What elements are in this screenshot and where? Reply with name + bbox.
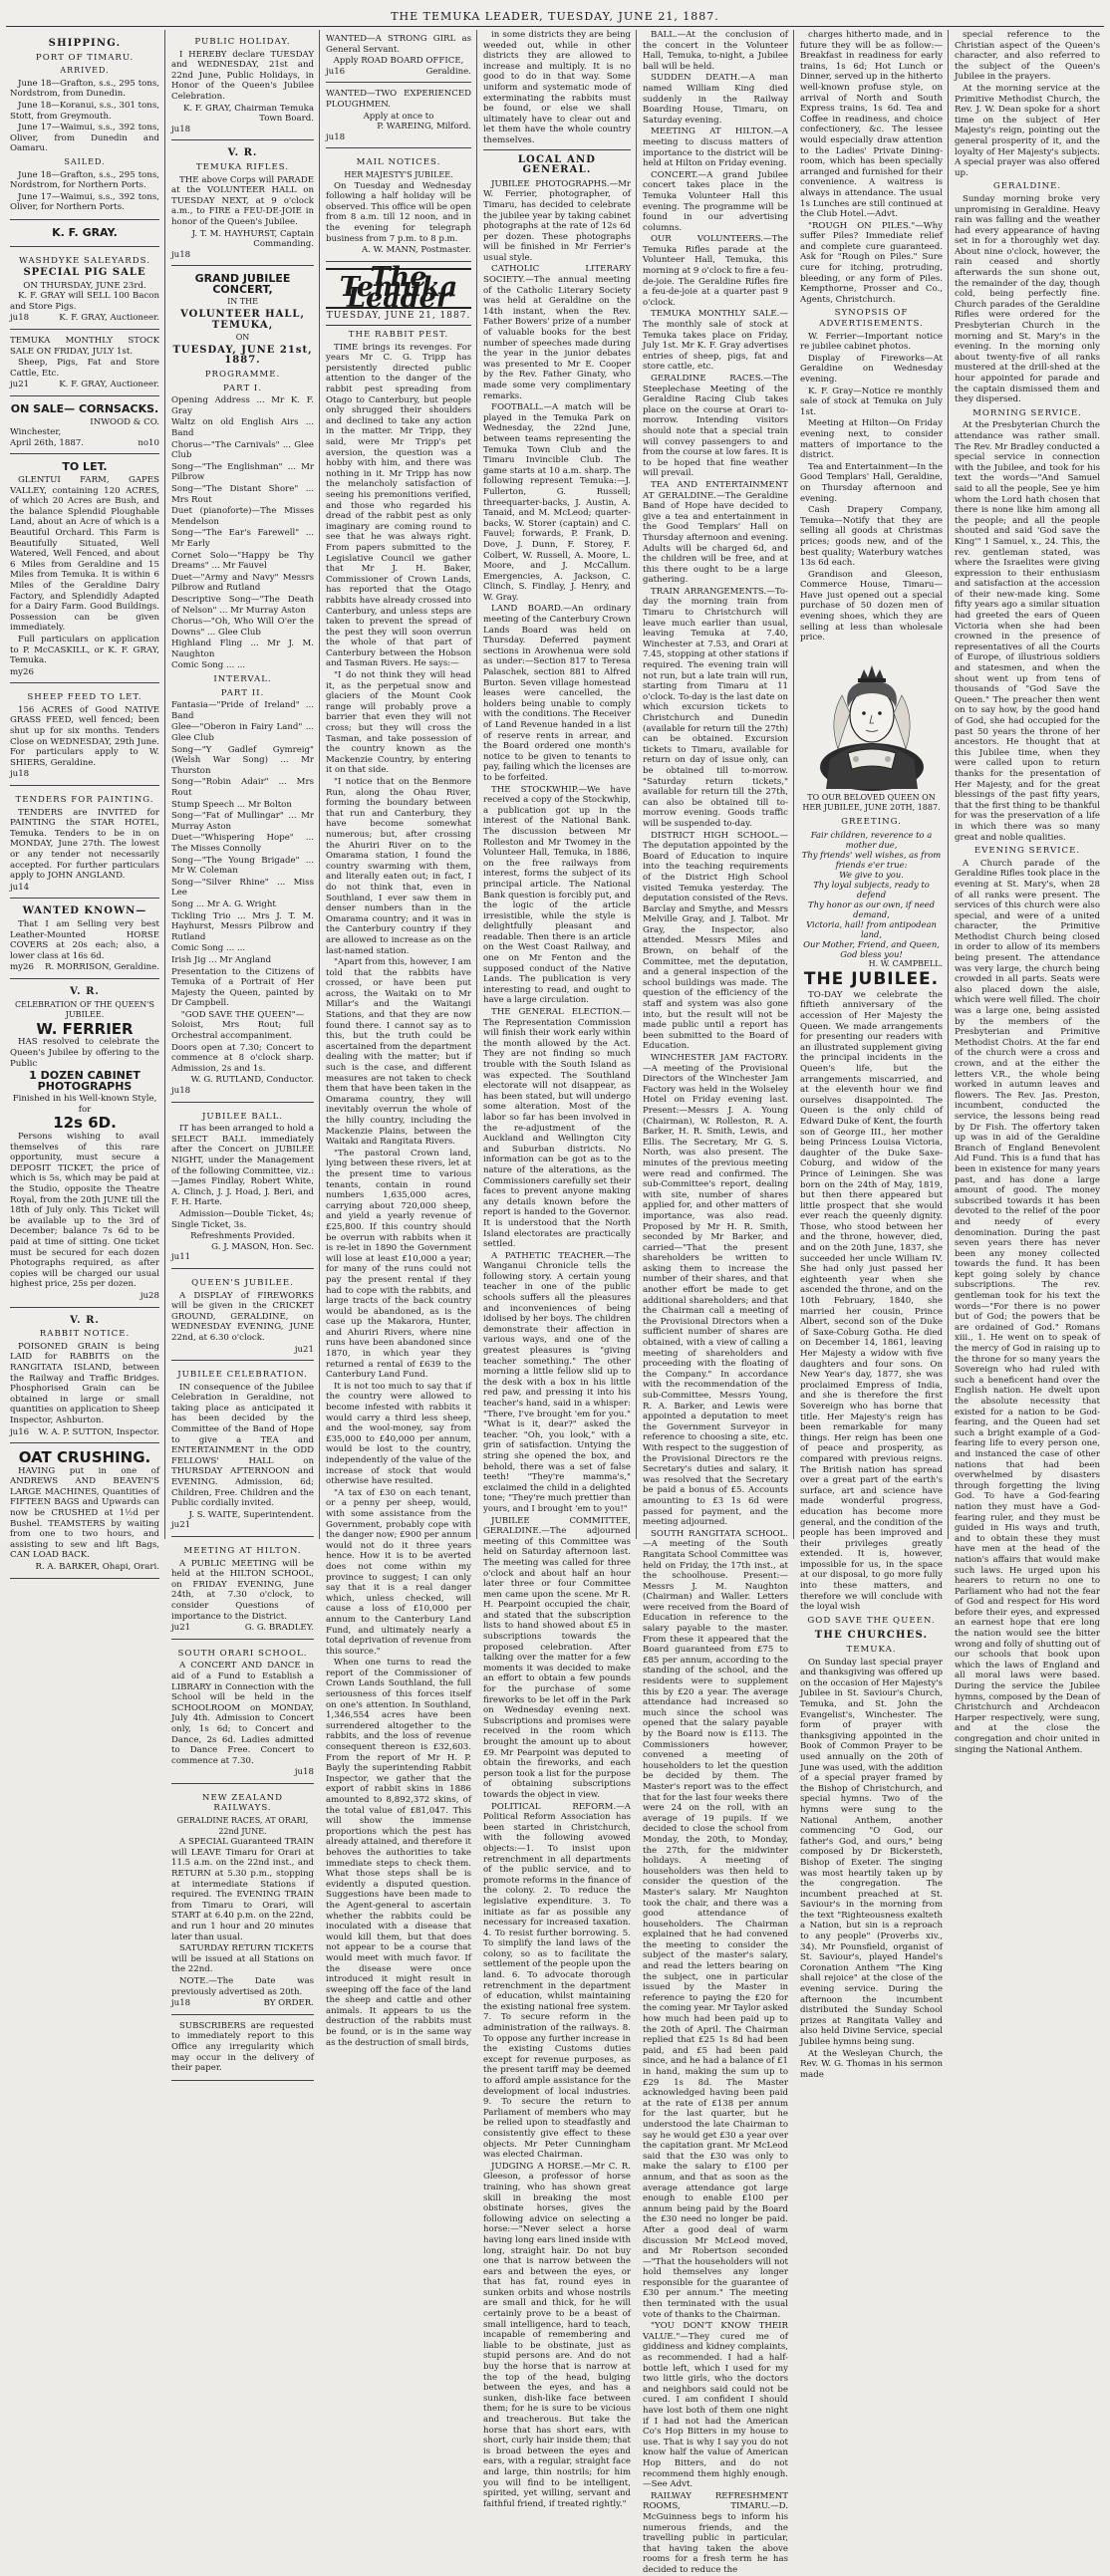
hilton-sign: G. G. BRADLEY. xyxy=(244,1623,314,1634)
rabbit-notice-sign: W. A. P. SUTTON, Inspector. xyxy=(38,1426,159,1437)
railways-body: A SPECIAL Guaranteed TRAIN will LEAVE Timaru for Orari at 11.5 a.m. on the 22nd inst., and RETURN at 5.30 p.m., stopping at intermediate Stations if required. The EVENING TRAIN from Timaru to Orari, will START at 6.40 p.m. on the 22nd, and run 1 hour and 20 minutes later than usual. xyxy=(171,1837,314,1942)
article-paragraph: "Apart from this, however, I am told that the rabbits have crossed, or have been put across, the Waitaki on to Mr Millar's and the Waitangi Stations, and that they are now found there. I cannot say as to this, but the truth could be ascertained from the department dealing with the matter; but if such is the case, and different measures are not taken to check them that have been taken in the Omarama country, they will inevitably overrun the whole of the hilly country, including the Mackenzie Plains, between the Waitaki and Rangitata Rivers. xyxy=(326,957,471,1148)
poem-sign: H. W. CAMPBELL. xyxy=(868,958,943,968)
synopsis-item: Cash Drapery Company, Temuka—Notify that they are selling all goods at Christmas prices; goods new, and of the best quality; Waterbury watches 13s 6d each. xyxy=(800,505,943,569)
news-item: "YOU DON'T KNOW THEIR VALUE."—They cured me of giddiness and kidney complaints, as recommended. I had a half-bottle left, which I used for my two little girls, who the doctors and neighbors said could not be cured. I am confident I should have lost both of them one night if I had not had the American Co's Hop Bitters in my house to use. That is why I say you do not know half the value of American Hop Bitters, and do not recommend them highly enough.—See Advt. xyxy=(643,2321,788,2490)
doors-line: Doors open at 7.30; Concert to commence at 8 o'clock sharp. Admission, 2s and 1s. xyxy=(171,1042,314,1074)
mail-notices-ad xyxy=(326,150,471,261)
ferrier-body-2: Persons wishing to avail themselves of this rare opportunity, must secure a DEPOSIT TICKET, the price of which is 5s, which may be paid at the Studio, opposite the Theatre Royal, from the 20th JUNE till the 18th of July only. This Ticket will be available up to the 3rd of December; balance 7s 6d to be paid at time of sitting. One ticket must be secured for each dozen Photographs required, as after copies will be charged our usual highest price, 25s per dozen. xyxy=(10,1132,159,1290)
wanted-ploughmen-ad xyxy=(326,85,471,148)
news-item: FOOTBALL.—A match will be played in the Temuka Park on Wednesday, the 22nd June, between teams representing the Temuka Town Club and the Timaru Invincible Club. The game starts at 10 a.m. sharp. The following represent Temuka:—J. Fullerton, G. Russell; threequarter-backs, J. Austin, A. Tanaid, and M. McLeod; quarter-backs, W. Storer (captain) and C. Fauvel; forwards, P. Frank, D. Dove, J. Dunn, F. Storey, F. Colbert, W. Russell, A. Moore, L. Moore, and J. McCallum. Emergencies, A. Jackson, C. Clinch, S. Findlay, J. Henry, and W. Gray. xyxy=(483,402,631,603)
onsale-place: Winchester, xyxy=(10,427,62,438)
ad-code: ju18 xyxy=(171,1086,191,1097)
ferrier-finish: Finished in his Well-known Style, for xyxy=(12,1094,157,1115)
programme-item: Comic Song ... ... xyxy=(171,943,246,954)
railways-note: NOTE.—The Date was previously advertised as 20th. xyxy=(171,1975,314,1997)
ferrier-offer: 1 DOZEN CABINET PHOTOGRAPHS xyxy=(29,1069,140,1093)
south-orari-title: SOUTH ORARI SCHOOL. xyxy=(177,1648,308,1659)
ad-code: ju21 xyxy=(171,1623,191,1634)
ball-admission: Admission—Double Ticket, 4s; Single Ticket, 3s. xyxy=(171,1208,314,1230)
hilton-ad xyxy=(171,1539,314,1640)
programme-item: Song—"The Young Brigade" ... Mr W. Coleman xyxy=(171,855,314,877)
ad-code: ju21 xyxy=(171,1520,191,1531)
synopsis-item: W. Ferrier—Important notice re jubilee cabinet photos. xyxy=(800,331,943,353)
ad-code: ju21 xyxy=(294,1344,314,1355)
god-save-line: "GOD SAVE THE QUEEN"— xyxy=(180,1009,305,1020)
soloist-line: Soloist, Mrs Rout; full Orchestral accompaniment. xyxy=(171,1020,314,1042)
holiday-title: PUBLIC HOLIDAY. xyxy=(194,37,291,47)
programme-item: Tickling Trio ... Mrs J. T. M. Hayhurst, Messrs Pilbrow and Rutland xyxy=(171,910,314,942)
tenders-title: TENDERS FOR PAINTING. xyxy=(15,795,154,806)
tolet-title: TO LET. xyxy=(62,460,108,474)
stock-sale-sign: K. F. GRAY, Auctioneer. xyxy=(59,380,159,390)
tolet-apply: Full particulars on application to P. McCASKILL, or K. F. GRAY, Temuka. xyxy=(10,634,159,666)
wanted-ploughmen-sign: P. WAREING, Milford. xyxy=(377,122,471,132)
wanted-sign: R. MORRISON, Geraldine. xyxy=(44,962,159,973)
article-paragraph: When one turns to read the report of the Commissioner of Crown Lands Southland, the full seriousness of this forces itself on one's attention. In Southland, 1,346,554 acres have been surrendered altogether to the rabbits, and the loss of revenue consequent thereon is £32,603. From the report of Mr H. P. Bayly the superintending Rabbit Inspector, we gather that the export of rabbit skins in 1886 amounted to 8,892,372 skins, of the total value of £81,047. This will show the immense proportions which the pest has already attained, and therefore it behoves the authorities to take immediate steps to check them. What those steps shall be is evidently a disputed question. Suggestions have been made to the Agent-general to ascertain whether the rabbits could be inoculated with a disease that would kill them, but that does not appear to be a course that would meet with much favor. If the disease were once introduced it might result in sweeping off the face of the land the sheep and cattle and other animals. It appears to us the destruction of the rabbits must be found, or is in the same way as the destruction of small birds, xyxy=(326,1658,471,2048)
ferrier-body-1: HAS resolved to celebrate the Queen's Jubilee by offering to the Public xyxy=(10,1037,159,1069)
synopsis-item: Grandison and Gleeson, Commerce House, Timaru—Have just opened out a special purchase of 50 dozen men of evening shoes, which they are selling at less than wholesale price. xyxy=(800,569,943,644)
geraldine-title: GERALDINE. xyxy=(992,181,1062,192)
poem-line: We give to you. xyxy=(839,869,904,880)
programme-item: Song—"Robin Adair" ... Mrs Rout xyxy=(171,777,314,798)
subscribers-body: SUBSCRIBERS are requested to immediately report to this Office any irregularity which may occur in the delivery of their paper. xyxy=(171,2020,314,2074)
pig-sale-body: K. F. GRAY will SELL 100 Bacon and Store Pigs. xyxy=(10,291,159,312)
column-divider xyxy=(793,30,794,1539)
column-1 xyxy=(6,30,163,1573)
programme-item: Duet—"Whispering Hope" ... The Misses Connolly xyxy=(171,833,314,854)
column-divider xyxy=(476,30,477,1539)
mail-body: On Tuesday and Wednesday following a half holiday will be observed. This office will be open from 8 a.m. till 12 noon, and in the evening for telegraph business from 7 p.m. to 8 p.m. xyxy=(326,180,471,244)
greeting-poem xyxy=(800,830,943,959)
article-title: THE RABBIT PEST. xyxy=(348,330,449,341)
column-5 xyxy=(639,30,792,2575)
morning-service-title: MORNING SERVICE. xyxy=(972,407,1082,418)
wanted-girl-title: WANTED—A STRONG GIRL as General Servant. xyxy=(326,34,471,55)
column-2 xyxy=(167,30,318,2074)
synopsis-item: Meeting at Hilton—On Friday evening next, to consider matters of importance to the district. xyxy=(800,418,943,461)
poem-line: Thy honor as our own, if need demand, xyxy=(807,899,935,919)
sheepfeed-title: SHEEP FEED TO LET. xyxy=(27,692,142,703)
ad-code: ju18 xyxy=(10,769,30,780)
sailed-label: SAILED. xyxy=(64,156,106,166)
holiday-body: I HEREBY declare TUESDAY and WEDNESDAY, 21st and 22nd June, Public Holidays, in Honor of the Queen's Jubilee Celebration. xyxy=(171,49,314,102)
dateline: TUESDAY, JUNE 21, 1887. xyxy=(326,311,471,326)
ad-code: no10 xyxy=(138,437,159,448)
concert-on: ON xyxy=(235,333,250,343)
ad-code: ju18 xyxy=(171,1998,191,2009)
rifles-body: THE above Corps will PARADE at the VOLUNTEER HALL on TUESDAY NEXT, at 9 o'clock a.m., to FIRE a FEU-DE-JOIE in honor of the Queen's Jubilee. xyxy=(171,174,314,227)
sheepfeed-ad xyxy=(10,685,159,786)
programme-item: Song—"Y Gadlef Gymreig" (Welsh War Song) ... Mr Thurston xyxy=(171,744,314,776)
news-item: RAILWAY REFRESHMENT ROOMS, TIMARU.—D. McGuinness begs to inform his numerous friends, and the travelling public in particular, that having taken the above rooms for a fresh term he has decided to reduce the xyxy=(643,2490,788,2575)
railways-ad xyxy=(171,1786,314,2015)
masthead: The Temuka Leader xyxy=(326,268,471,310)
ad-code: ju11 xyxy=(171,1252,191,1263)
programme-item: Stump Speech ... Mr Bolton xyxy=(171,799,292,810)
news-item: TEMUKA MONTHLY SALE.—The monthly sale of stock at Temuka takes place on Friday, July 1st. Mr K. F. Gray advertises entries of sheep, pigs, fat and store cattle, etc. xyxy=(643,309,788,373)
running-head: THE TEMUKA LEADER, TUESDAY, JUNE 21, 1887. xyxy=(391,10,719,23)
tenders-body: TENDERS are INVITED for PAINTING the STAR HOTEL, Temuka. Tenders to be in on MONDAY, June 27th. The lowest or any tender not necessarily accepted. For further particulars apply to JOHN ANGLAND. xyxy=(10,807,159,882)
evening-service-title: EVENING SERVICE. xyxy=(973,846,1081,857)
ball-title: JUBILEE BALL. xyxy=(201,1111,284,1122)
column-7 xyxy=(951,30,1104,1755)
programme-item: Song—"The Englishman" ... Mr Pilbrow xyxy=(171,461,314,483)
railways-saturday: SATURDAY RETURN TICKETS will be issued at all Stations on the 22nd. xyxy=(171,1943,314,1975)
tenders-ad xyxy=(10,788,159,899)
washdyke-title: WASHDYKE SALEYARDS. xyxy=(19,255,150,266)
ad-code: my26 xyxy=(10,962,34,973)
news-item: special reference to the Christian aspect of the Queen's character, and also referred to the subject of the Queen's Jubilee in the prayers. xyxy=(955,30,1100,83)
column-divider xyxy=(948,30,949,1539)
article-paragraph: "I do not think they will head it, as the perpetual snow and glaciers of the Mount Cook range will probably prove a barrier that even they will not cross; but they will cross the Tasman, and take possession of the country known as the Mackenzie Country, by entering it on that side. xyxy=(326,670,471,776)
programme-item: Song ... Mr A. G. Wright xyxy=(171,899,276,909)
queen-portrait-illustration xyxy=(808,649,936,789)
news-item: JUBILEE PHOTOGRAPHS.—Mr W. Ferrier, photographer, of Timaru, has decided to celebrate the jubilee year by taking cabinet photographs at the rate of 12s 6d per dozen. These photographs will be finished in Mr Ferrier's usual style. xyxy=(483,178,631,263)
pig-sale-ad xyxy=(10,249,159,331)
poem-line: God bless you! xyxy=(840,948,903,959)
programme-item: Song—"The Ear's Farewell" ... Mr Early xyxy=(171,528,314,549)
ad-code: ju18 xyxy=(171,249,191,260)
jubilee-celebration-ad xyxy=(171,1363,314,1537)
holiday-ad xyxy=(171,30,314,140)
top-rule xyxy=(6,26,1104,27)
ad-code: ju18 xyxy=(294,1767,314,1778)
column-3 xyxy=(322,30,475,2048)
ferrier-price: 12s 6D. xyxy=(53,1114,117,1133)
rifles-title: TEMUKA RIFLES. xyxy=(195,161,290,172)
column-6 xyxy=(796,30,947,2080)
programme-item: Chorus—"Oh, Who Will O'er the Downs" ... Glee Club xyxy=(171,617,314,638)
poem-line: Thy loyal subjects, ready to defend xyxy=(813,879,930,900)
mail-title: MAIL NOTICES. xyxy=(356,157,441,168)
programme-item: Song—"Fat of Mullingar" ... Mr Murray Aston xyxy=(171,811,314,832)
ball-refresh: Refreshments Provided. xyxy=(190,1231,295,1242)
news-item: SUDDEN DEATH.—A man named William King died suddenly in the Railway Boarding House, Timaru, on Saturday evening. xyxy=(643,73,788,126)
jubilee-paragraph: TO-DAY we celebrate the fiftieth anniversary of the accession of Her Majesty the Queen. We made arrangements for presenting our readers with an illustrated supplement giving the principal incidents in the Queen's life, but the arrangements miscarried, and at the eleventh hour we find ourselves disappointed. The Queen is the only child of Edward Duke of Kent, the fourth son of George III., her mother being Princess Louisa Victoria, daughter of the Duke Saxe-Coburg, and widow of the Prince of Leiningen. She was born on the 24th of May, 1819, but then there appeared but little prospect that she would ever reach the queenly dignity. Those, who stood between her and the throne, however, died, and on the 20th June, 1837, she succeeded her uncle William IV. She had only just passed her eighteenth year when she ascended the throne, and on the 10th February, 1840, she married her cousin, Prince Albert, second son of the Duke of Saxe-Coburg Gotha. He died on December 14, 1861, leaving Her Majesty a widow with five daughters and four sons. On New Year's day, 1877, she was proclaimed Empress of India, and she is therefore the first Sovereign who has borne that title. Her Majesty's reign has been remarkable for many things. Her reign has been one of peace and prosperity, as compared with previous reigns. The British nation has spread over a great part of the earth's surface, art and science have made wonderful progress, education has become more general, and the condition of the people has been improved and their privileges greatly extended. It is, however, impossible for us, in the space at our disposal, to go more fully into these matters, and therefore we will conclude with the loyal wish xyxy=(800,989,943,1613)
cornsacks-ad xyxy=(10,398,159,454)
mail-subtitle: HER MAJESTY'S JUBILEE. xyxy=(344,169,453,179)
south-orari-body: A CONCERT AND DANCE in aid of a Fund to Establish a LIBRARY in Connection with the School will be held in the SCHOOLROOM on MONDAY, July 4th. Admission to Concert only, 1s 6d; to Concert and Dance, 2s 6d. Ladies admitted to Dance Free. Concert to commence at 7.30. xyxy=(171,1661,314,1766)
news-item: CONCERT.—A grand Jubilee concert takes place in the Temuka Volunteer Hall this evening. The programme will be found in our advertising columns. xyxy=(643,169,788,233)
hilton-title: MEETING AT HILTON. xyxy=(183,1546,302,1556)
poem-line: Victoria, hail! from antipodean land, xyxy=(806,918,937,939)
part-2-title: PART II. xyxy=(220,687,265,698)
wanted-title: WANTED KNOWN— xyxy=(22,905,147,917)
news-item: THE STOCKWHIP.—We have received a copy of the Stockwhip, a publication got up in the interest of the National Bank. The discussion between Mr Rolleston and Mr Twomey in the Volunteer Hall, Temuka, in 1886, on the free railways from interest, forms the subject of its principal article. The National Bank question is forcibly put, and the logic of the article irresistible, while the style is delightfully pleasant and readable. Then there is an article on the West Coast Railway, and one on Mr Fenton and the supposed conduct of the Native Lands. The publication is very interesting to read, and ought to have a large circulation. xyxy=(483,784,631,1006)
wanted-girl-place: Geraldine. xyxy=(425,66,471,77)
news-item: MEETING AT HILTON.—A meeting to discuss matters of importance to the district will be held at Hilton on Friday evening. xyxy=(643,127,788,169)
ad-code: ju14 xyxy=(10,882,30,893)
portrait-caption: TO OUR BELOVED QUEEN ON HER JUBILEE, JUNE 20TH, 1887. xyxy=(802,792,941,813)
programme-item: Descriptive Song—"The Death of Nelson" ... Mr Murray Aston xyxy=(171,594,314,616)
port-title: PORT OF TIMARU. xyxy=(35,52,135,63)
article-paragraph: "A tax of £30 on each tenant, or a penny per sheep, would, with some assistance from the Government, probably cope with the danger now; £900 per annum would not do it three years hence. How it is to be averted does not come within my province to suggest; I can only say that it is a real danger which, unless checked, will cause a loss of £10,000 per annum to the Canterbury Land Fund, and ultimately nearly a total deprivation of revenue from this source." xyxy=(326,1487,471,1657)
fireworks-body: A DISPLAY of FIREWORKS will be given in the CRICKET GROUND, GERALDINE, on WEDNESDAY EVENING, JUNE 22nd, at 6.30 o'clock. xyxy=(171,1290,314,1343)
rabbit-notice-body: POISONED GRAIN is being LAID for RABBITS on the RANGITATA ISLAND, between the Railway and Traffic Bridges. Phosphorised Grain can be obtained in large or small quantities on application to Sheep Inspector, Ashburton. xyxy=(10,1341,159,1425)
sheepfeed-body: 156 ACRES of Good NATIVE GRASS FEED, well fenced; been shut up for six months. Tenders Close on WEDNESDAY, 29th June. For particulars apply to W. SHIERS, Geraldine. xyxy=(10,704,159,768)
arrival-2: June 18—Koranui, s.s., 301 tons, Stott, from Greymouth. xyxy=(10,100,159,122)
shipping-section xyxy=(10,30,159,220)
news-item: BALL.—At the conclusion of the concert in the Volunteer Hall, Temuka, to-night, a Jubilee ball will be held. xyxy=(643,30,788,72)
news-item: TRAIN ARRANGEMENTS.—To-day the morning train from Timaru to Christchurch will leave much earlier than usual, leaving Temuka at 7.40, Winchester at 7.53, and Orari at 7.45, stopping at other stations if required. The evening train will not run, but a late train will run, starting from Timaru at 11 o'clock. To-day is the last date on which excursion tickets to Christchurch and Dunedin (available for return till the 27th) can be obtained. Excursion tickets to Timaru, available for return on day of issue only, can be obtained till to-morrow. "Saturday return tickets," available for return till the 27th, can also be obtained till to-morrow evening. Goods traffic will be suspended to-day. xyxy=(643,586,788,829)
concert-sign: W. G. RUTLAND, Conductor. xyxy=(190,1075,314,1086)
oat-crushing-ad xyxy=(10,1445,159,1579)
wanted-girl-apply: Apply ROAD BOARD OFFICE, xyxy=(333,56,464,67)
wanted-ploughmen-title: WANTED—TWO EXPERIENCED PLOUGHMEN. xyxy=(326,89,471,110)
stock-sale-ad xyxy=(10,332,159,396)
wanted-ploughmen-apply: Apply at once to xyxy=(363,111,434,122)
news-item: POLITICAL REFORM.—A Political Reform Association has been started in Christchurch, with the following avowed objects:—1. To insist upon retrenchment in all departments of the public service, and to promote reforms in the finance of the colony. 2. To reduce the legislative expenditure. 3. To initiate as far as possible any necessary for increased taxation. 4. To resist further borrowing. 5. To simplify the land laws of the colony, so as to facilitate the settlement of the people upon the land. 6. To advocate thorough retrenchment in the department of education, whilst maintaining the existing national free system. 7. To secure reform in the administration of the railways. 8. To oppose any further increase in the existing Customs duties except for revenue purposes, as the present tariff may be deemed to afford ample assistance for the development of local industries. 9. To secure the return to Parliament of members who may be relied upon to steadfastly and consistently give effect to these objects. Mr Peter Cunningham was elected Chairman. xyxy=(483,1801,631,2161)
concert-title: GRAND JUBILEE CONCERT, xyxy=(194,272,291,296)
rabbit-notice-ad xyxy=(10,1310,159,1444)
wanted-known-ad xyxy=(10,901,159,979)
churches-paragraph: On Sunday last special prayer and thanksgiving was offered up on the occasion of Her Majesty's Jubilee in St. Saviour's Church, Temuka, and St. John the Evangelist's, Winchester. The form of prayer with thanksgiving appointed in the Book of Common Prayer to be used annually on the 20th of June was used, with the addition of a special prayer framed by the Bishop of Christchurch, and special hymns. Two of the hymns were sung to the National Anthem, another commencing "O God, our father's God, and ours," being composed by Dr Bickersteth, Bishop of Exeter. The singing was most heartily taken up by the congregation. The incumbent preached at St. Saviour's in the morning from the text "Righteousness exalteth a Nation, but sin is a reproach to any people" (Proverbs xiv., 34). Mr Pounsfield, organist of St. Saviour's, played Handel's Coronation Anthem "The King shall rejoice" at the close of the evening service. During the afternoon the incumbent distributed the Sunday School prizes at Rangitata Valley and also held Divine Service, special Jubilee hymns being sung. xyxy=(800,1657,943,2047)
south-orari-ad xyxy=(171,1642,314,1784)
ball-body: IT has been arranged to hold a SELECT BALL immediately after the Concert on JUBILEE NIGHT, under the Management of the following Committee, viz.:—James Findlay, Robert White, A. Clinch, J. J. Hoad, J. Beri, and F. H. Harte. xyxy=(171,1124,314,1208)
stock-sale-body: Sheep, Pigs, Fat and Store Cattle, Etc. xyxy=(10,358,159,379)
mail-sign: A. W. MANN, Postmaster. xyxy=(361,245,471,256)
temuka-subtitle: TEMUKA. xyxy=(846,1645,897,1656)
ad-code: ju21 xyxy=(10,380,30,390)
ferrier-name: W. FERRIER xyxy=(36,1019,134,1038)
part-1-title: PART I. xyxy=(222,383,263,393)
news-item: OUR VOLUNTEERS.—The Temuka Rifles parade at the Volunteer Hall, Temuka, this morning at 9 o'clock to fire a feu-de-joie. The Geraldine Rifles fire a feu-de-joie at a quarter past 9 o'clock. xyxy=(643,234,788,308)
programme-item: Irish Jig ... Mr Angland xyxy=(171,954,272,965)
vr-mark: V. R. xyxy=(227,147,258,159)
news-item: GERALDINE RACES.—The Steeplechase Meeting of the Geraldine Racing Club takes place on the course at Orari to-morrow. Intending visitors should note that a special train will convey passengers to and from the course at low fares. It is to be hoped that fine weather will prevail. xyxy=(643,374,788,479)
news-item: DISTRICT HIGH SCHOOL.—The deputation appointed by the Board of Education to inquire into the teaching requirements of the District High School visited Temuka yesterday. The deputation consisted of the Revs. Barclay and Smythe, and Messrs Melville Gray, and J. Talbot. Mr Gray, the Inspector, also attended. Messrs Miles and Brown, on behalf of the Committee, met the deputation, and a general inspection of the school buildings was made. The question of the efficiency of the staff and system was also gone into, but the result will not be made public until a report has been submitted to the Board of Education. xyxy=(643,830,788,1052)
geraldine-paragraph: Sunday morning broke very unpromising in Geraldine. Heavy rain was falling and the weather had every appearance of having set in for a thoroughly wet day. About nine o'clock, however, the rain ceased and shortly afterwards the sun shone out, the remainder of the day, though cold, being perfectly fine. Church parades of the Geraldine Rifles were ordered for the Presbyterian Church in the morning and St. Mary's in the evening. In the morning only about twenty-five of all ranks mustered at the drill-shed at the hour appointed for parade and the captain dismissed them and they dispersed. xyxy=(955,193,1100,405)
news-item: JUBILEE COMMITTEE, GERALDINE.—The adjourned meeting of this Committee was held on Saturday afternoon last. The meeting was called for three o'clock and about half an hour later three or four Committee men came upon the scene. Mr R. H. Pearpoint occupied the chair, and stated that the subscription lists to hand showed about £5 in subscriptions towards the proposed celebration. After talking over the matter for a few moments it was decided to make an effort to obtain a few pounds for the purchase of some fireworks to be let off in the Park on Wednesday evening next. Subscriptions and promises were received in the room which brought the amount up to about £9. Mr Pearpoint was deputed to obtain the fireworks, and each person took a list for the purpose of obtaining subscriptions towards the object in view. xyxy=(483,1515,631,1800)
jubilee-celebration-title: JUBILEE CELEBRATION. xyxy=(177,1370,308,1381)
stock-sale-title: TEMUKA MONTHLY STOCK SALE ON FRIDAY, JULY 1st. xyxy=(10,336,159,357)
divider xyxy=(483,149,631,150)
onsale-sign: INWOOD & CO. xyxy=(90,416,159,427)
morning-service-paragraph: At the Presbyterian Church the attendance was rather small. The Rev. Mr Bradley conducted a special service in connection with the Jubilee, and took for his text the words—"And Samuel said to all the people, See ye him whom the Lord hath chosen that there is none like him among all the people; and all the people shouted and said 'God save the King'" 1 Samuel, x., 24. This, the rev. gentleman stated, was where the Israelites were giving expression to their enthusiasm and satisfaction at the accession of their new-made king. Some fifty years ago a similar situation had greeted the ears of Queen Victoria when she had been crowned in the presence of representatives of all the Courts of Europe, of illustrious soldiers and statesmen, and when the shout went up from tens of thousands of "God Save the Queen." The preacher then went on to say how, by the good hand of God, she had occupied for the past 50 years the throne of her ancestors. He thought that at this Jubilee time, when they were called upon to return thanks for the presentation of Her Majesty, and for the great blessings of the past fifty years, that the first thing to be thankful for was the preservation of a life in which there was so many great and noble qualities. xyxy=(955,420,1100,843)
queens-jubilee-title: QUEEN'S JUBILEE. xyxy=(191,1277,294,1288)
programme-item: Cornet Solo—"Happy be Thy Dreams" ... Mr Fauvel xyxy=(171,550,314,572)
evening-service-paragraph: A Church parade of the Geraldine Rifles took place in the evening at St. Mary's, when 28 of all ranks were present. The services of this church were also special, and were of a united character, the Primitive Methodist Church being closed in order to allow of its members being present. The attendance was very large, the church being crowded in all parts. Seats were also placed down the aisle, which were well filled. The choir was a large one, being assisted by the members of the Presbyterian and Primitive Methodist Choirs. At the far end of the church were a cross and crown, and at the either the letters V.R., the whole being worked in autumn leaves and flowers. The Rev. Jas. Preston, incumbent, conducted the service, the lessons being read by Dr Fish. The offertory taken up was in aid of the Geraldine Branch of England Benevolent Aid Fund. This is a fund that has been in existence for many years past, and has done a large amount of good. The money subscribed towards it has been devoted to the relief of the poor and needy of every denomination. During the past seven years there has never been any money collected towards the fund. It has been kept going solely by chance subscriptions. The rev. gentleman took for his text the words—"For there is no power but of God; the powers that be are ordained of God." Romans xiii., 1. He went on to speak of the mercy of God in raising up to the throne for so many years the Sovereign who had ruled with such a beneficent hand over the English nation. He dwelt upon the absolute necessity that existed for a nation to be God-fearing, and the Queen had set such a bright example of a God-fearing life to every person one, and instanced the case of other nations that had been overwhelmed by disasters through forgetting the living God. To have a God-fearing nation they must have a God-fearing ruler, and they must be guided in His ways and truth, and to obtain these they must have men at the head of the nation's affairs that would make such laws. He urged upon his hearers to return no one to Parliament who had not the fear of God and respect for His word before their eyes, and expressed an earnest hope that ere long the nation would see the bitter wrong and folly of shutting out of our schools that book upon which the laws of England and all moral laws were based. During the service the Jubilee hymns, composed by the Dean of Christchurch and Archdeacon Harper respectively, were sung, and at the close the congregation and choir united in singing the National Anthem. xyxy=(955,858,1100,1755)
article-paragraph: "I notice that on the Benmore Run, along the Ohau River, forming the boundary between that run and Canterbury, they have become somewhat numerous; but, after crossing the Ahuriri River on to the Omarama station, I found the country swarming with them, and literally eaten out; in fact, I do not think that, even in Southland, I ever saw them in denser numbers than in the Omarama country; and it was in the Canterbury country if they are allowed to increase as on the last-named station. xyxy=(326,777,471,956)
poem-line: Fair children, reverence to a mother due, xyxy=(810,829,933,850)
news-item: CATHOLIC LITERARY SOCIETY.—The annual meeting of the Catholic Literary Society was held at Geraldine on the 14th instant, when the Rev. Father Bowers' prize of a number of valuable books for the best number of speeches made during the year in the junior debates was presented to Mr E. Cooper by the Rev. Father Ginaty, who made some very complimentary remarks. xyxy=(483,264,631,401)
wanted-girl-ad xyxy=(326,30,471,83)
news-item: WINCHESTER JAM FACTORY.—A meeting of the Provisional Directors of the Winchester Jam Factory was held in the Wolseley Hotel on Friday evening last. Present:—Messrs J. A. Young (Chairman), W. Rolleston, R. A. Barker, H. R. Smith, Lewis, and Ellis. The Secretary, Mr G. S. North, was also present. The minutes of the previous meeting were read and confirmed. The sub-Committee's report, dealing with site, number of shares applied for, and other matters of importance, was also read. Proposed by Mr H. R. Smith, seconded by Mr Barker, and carried—"That the present shareholders be written to asking them to increase the number of their shares, and that another effort be made to get additional shareholders; and that the Chairman call a meeting of the Provisional Directors when a sufficient number of shares are obtained, with a view of calling a meeting of shareholders and proceeding with the floating of the Company." In accordance with the recommendation of the sub-Committee, Messrs Young, R. A. Barker, and Lewis were appointed a deputation to meet the Government Surveyor in reference to choosing a site, etc. With respect to the suggestion of the Provisional Directors re the Secretary's duties and salary, it was resolved that the Secretary be paid a bonus of £5. Accounts amounting to £3 1s 6d were passed for payment, and the meeting adjourned. xyxy=(643,1053,788,1528)
kfgray-title: K. F. GRAY. xyxy=(52,225,118,239)
god-save-queen: GOD SAVE THE QUEEN. xyxy=(807,1615,936,1626)
oat-body: HAVING put in one of ANDREWS AND BEAVEN'S LARGE MACHINES, Quantities of FIFTEEN BAGS and Upwards can now be CRUSHED at 1½d per Bushel. TEAMSTERS by waiting from one to two hours, and assisting to sew and lift Bags, CAN LOAD BACK. xyxy=(10,1465,159,1561)
article-paragraph: TIME brings its revenges. For years Mr C. G. Tripp has persistently directed public attention to the danger of the rabbit pest spreading from Otago to Canterbury, but people only shrugged their shoulders and declined to take any action in the matter. Mr Tripp, they said, were Mr Tripp's pet aversion, the question was a hobby with him, and there was nothing in it. Mr Tripp has now the melancholy satisfaction of seeing his premonitions verified, and those who regarded his dread of the rabbit pest as only imaginary are coming round to see that he was always right. From papers submitted to the Legislative Council we gather that Mr J. H. Baker, Commissioner of Crown Lands, has reported that the Otago rabbits have already crossed into Canterbury, and unless steps are taken to prevent the spread of the pest they will soon overrun the whole of that part of Canterbury between the Hobson and Tasman Rivers. He says:— xyxy=(326,342,471,669)
kfgray-ad xyxy=(10,222,159,247)
article-paragraph: "The pastoral Crown land, lying between these rivers, let at the present time to various tenants, contain in round numbers 1,635,000 acres, carrying about 720,000 sheep, and yield a yearly revenue of £25,800. If this country should be overrun with rabbits when it is re-let in 1890 the Government will lose at least £10,000 a year; for many of the runs could not pay the present rental if they had to cope with the rabbits, and large tracts of the back country would be abandoned, as is the case up the Makarora, Hunter, and Ahuriri Rivers, where nine runs have been abandoned since 1870, in which year they returned a rental of £639 to the Canterbury Land Fund. xyxy=(326,1148,471,1381)
vr-mark: V. R. xyxy=(70,985,100,997)
poem-line: Thy friends' well wishes, as from friends e'er true: xyxy=(801,849,942,870)
holiday-sign: K. F. GRAY, Chairman Temuka Town Board. xyxy=(183,103,314,125)
synopsis-title: SYNOPSIS OF ADVERTISEMENTS. xyxy=(819,308,924,330)
concert-date: TUESDAY, JUNE 21st, 1887. xyxy=(172,344,313,367)
pig-sale-sign: K. F. GRAY, Auctioneer. xyxy=(59,313,159,324)
subscribers-notice xyxy=(171,2017,314,2081)
vr-mark: V. R. xyxy=(70,1314,100,1326)
article-paragraph: It is not too much to say that if the country were allowed to become infested with rabbits it would carry a third less sheep, and the wool-money, say from £35,000 to £40,000 per annum, would be lost to the country, independently of the value of the increase of stock that would otherwise have resulted. xyxy=(326,1381,471,1487)
synopsis-item: Display of Fireworks—At Geraldine on Wednesday evening. xyxy=(800,353,943,385)
column-4 xyxy=(479,30,635,2509)
sailing-2: June 17—Waimui, s.s., 392 tons, Oliver, for Northern Ports. xyxy=(10,191,159,213)
news-item: A PATHETIC TEACHER.—The Wanganui Chronicle tells the following story. A certain young teacher in one of the public schools suffers all the pleasures and inconveniences of being idolised by her boys. The children demonstrate their affection in various ways, and one of the greatest pleasures is "giving teacher something." The other morning a little fellow slid up to the desk with a box in his little red paw, and pressing it into his teacher's hand, said in a whisper: "There, I've brought 'em for you." "What is it, dear?" asked the teacher. "Oh, you look," with a grin of satisfaction. Untying the string she opened the box, and behold, there was a set of false teeth! "They're mamma's," exclaimed the child in a delighted tone; "They're much prettier than yours, and I brought 'em to you!" xyxy=(483,1250,631,1514)
programme-item: Chorus—"The Carnivals" ... Glee Club xyxy=(171,439,314,461)
ferrier-ad xyxy=(10,981,159,1308)
churches-paragraph: At the Wesleyan Church, the Rev. W. G. Thomas in his sermon made xyxy=(800,2048,943,2080)
onsale-title: ON SALE— CORNSACKS. xyxy=(10,402,159,416)
pig-sale-title: SPECIAL PIG SALE xyxy=(23,267,146,279)
arrived-label: ARRIVED. xyxy=(60,66,110,76)
ad-code: ju18 xyxy=(326,131,346,142)
programme-item: Fantasia—"Pride of Ireland" ... Band xyxy=(171,700,314,721)
oat-title: OAT CRUSHING. xyxy=(18,1448,151,1467)
arrival-3: June 17—Waimui, s.s., 392 tons, Oliver, from Dunedin and Oamaru. xyxy=(10,123,159,154)
ad-code: ju28 xyxy=(139,1290,159,1301)
oat-sign: R. A. BARKER, Ohapi, Orari. xyxy=(35,1562,159,1573)
railways-sign: BY ORDER. xyxy=(263,1998,314,2009)
programme-item: Song—"Silver Rhine" ... Miss Lee xyxy=(171,877,314,899)
churches-title: THE CHURCHES. xyxy=(814,1630,929,1642)
tolet-body: GLENTUI FARM, GAPES VALLEY, containing 120 ACRES, of which 20 Acres are Bush, and the balance Splendid Ploughable Land, about an Acre of which is a Beautiful Orchard. This Farm is Beautifully Situated, Well Watered, Well Fenced, and about 6 Miles from Geraldine and 15 Miles from Temuka. It is within 6 Miles of the Geraldine Dairy Factory, and Splendidly Adapted for a Dairy Farm. Good Buildings. Possession can be given immediately. xyxy=(10,475,159,634)
news-item: THE GENERAL ELECTION.—The Representation Commission will finish their work early within the month allowed by the Act. They are not finding so much trouble with the South Island as was expected. The Southland electorate will not disappear, as has been stated, but will undergo some alteration. Most of the labor so far has been involved in the re-adjustment of the Auckland and Wellington City and Suburban districts. No information can be got as to the nature of the alterations, as the Commissioners carefully set their faces to prevent anyone making any details known before the report is handed to the Governor. It is understood that the North Island electorates are practically settled. xyxy=(483,1007,631,1250)
news-item: charges hitherto made, and in future they will be as follow:—Breakfast in readiness for early trains, 1s 6d; Hot Lunch or Dinner, served up in the hitherto well-known profuse style, on arrival of North and South Express trains, 1s 6d. Tea and Coffee in readiness, and choice confectionery, &c. The lessee would especially draw attention to the Ladies' Private Dining-room, which has been specially arranged and furnished for their convenience. A waitress is always in attendance. The usual 1s Lunches are still continued at the Club Hotel.—Advt. xyxy=(800,30,943,220)
rabbit-notice-title: RABBIT NOTICE. xyxy=(39,1329,131,1340)
news-item: JUDGING A HORSE.—Mr C. R. Gleeson, a professor of horse training, who has shown great skill in breaking the most obstinate horses, gives the following advice on selecting a horse:—"Never select a horse having long ears lined inside with long, straight hair. Do not buy one that is narrow between the ears and between the eyes, or that has fat, round eyes in sunken orbits and whose nostrils are small and thick, for he will certainly prove to be a beast of small intelligence, hard to teach, incapable of remembering and liable to be obstinate, just as stupid persons are. And do not buy the horse that is narrow at the top of the head, bulging between the eyes, and has a sunken, dish-like face between them; for he is sure to be vicious and treacherous. But take the horse that has short ears, with short, curly hair inside them; that is broad between the eyes and ears, with a regular, straight face and large, thin nostrils; for him you will find to be intelligent, spirited, yet willing, servant and faithful friend, if treated rightly." xyxy=(483,2161,631,2509)
onsale-date: April 26th, 1887. xyxy=(10,437,85,448)
ad-code: ju18 xyxy=(171,124,191,134)
programme-title: PROGRAMME. xyxy=(204,370,281,381)
jubilee-celebration-body: IN consequence of the Jubilee Celebration in Geraldine, not taking place as anticipated it has been decided by the Committee of the Band of Hope to give a TEA and ENTERTAINMENT in the ODD FELLOWS' HALL on THURSDAY AFTERNOON and EVENING. Admission, 6d; Children, Free. Children and the Public cordially invited. xyxy=(171,1382,314,1509)
programme-item: Song—"The Distant Shore" ... Mrs Rout xyxy=(171,483,314,505)
celebration-title: CELEBRATION OF THE QUEEN'S JUBILEE. xyxy=(15,999,154,1020)
sailing-1: June 18—Grafton, s.s., 295 tons, Nordstrom, for Northern Ports. xyxy=(10,169,159,191)
ad-code: my26 xyxy=(10,666,34,677)
local-general-title: LOCAL AND GENERAL. xyxy=(517,153,597,176)
news-item: LAND BOARD.—An ordinary meeting of the Canterbury Crown Lands Board was held on Thursday. Deferred payment sections in Arowhenua were sold as under:—Section 817 to Teresa Palaschek, section 881 to Alfred Burton. Seven village homestead leases were cancelled, the holders being unable to comply with the conditions. The Receiver of Land Revenue handed in a list of reserve rents in arrear, and the Board ordered one month's notice to be given to tenants to pay, failing which the licenses are to be forfeited. xyxy=(483,604,631,783)
news-item: SOUTH RANGITATA SCHOOL.—A meeting of the South Rangitata School Committee was held on Friday, the 17th inst., at the schoolhouse. Present:—Messrs J. M. Naughton (Chairman) and Waller. Letters were received from the Board of Education in reference to the salary payable to the master. From these it appeared that the Board guaranteed from £75 to £85 per annum, according to the standing of the school, and the residents were to supplement this by £20 a year. The average attendance had increased so much since the school was opened that the salary payable by the Board now is £113. The Commissioners however, convened a meeting of householders to let the question be decided by them. The Master's report was to the effect that for the last four weeks there were 24 on the roll, with an average of 19 pupils. If we decided to close the school from Monday, the 20th, to Monday, the 27th, for the midwinter holidays. A meeting of householders was then held to consider the question of the Master's salary. Mr Naughton took the chair, and there was a good attendance of householders. The Chairman explained that he had convened the meeting to consider the subject of the master's salary, and read the letters bearing on the subject, one in particular issued by the Master in reference to paying the £20 for the coming year. Mr Taylor asked how much had been paid up to the 20th of April. The Chairman replied that £25 1s 8d had been paid, and £5 had been paid since, and he had a balance of £1 in hand, making the sum up to £29 1s 8d. The Master acknowledged having been paid at the rate of £138 per annum for the last quarter, but he understood the late Chairman to say he would get £30 a year over the capitation grant. Mr McLeod said that the £30 was only to make the salary to £100 per annum, and that as soon as the average attendance got large enough to enable £100 per annum being paid by the Board the £30 need no longer be paid. After a good deal of warm discussion Mr McLeod moved, and Mr Robertson seconded—"That the householders will not hold themselves any longer responsible for the guarantee of £30 per annum." The meeting then terminated with the usual vote of thanks to the Chairman. xyxy=(643,1528,788,2320)
programme-item: Duet—"Army and Navy" Messrs Pilbrow and Rutland xyxy=(171,572,314,594)
jubilee-celebration-sign: J. S. WAITE, Superintendent. xyxy=(188,1509,314,1520)
rifles-ad xyxy=(171,142,314,266)
concert-in: IN THE xyxy=(227,297,258,307)
programme-item: Duet (pianoforte)—The Misses Mendelson xyxy=(171,506,314,527)
programme-item: Comic Song ... ... xyxy=(171,660,246,671)
column-divider xyxy=(164,30,165,1539)
concert-hall: VOLUNTEER HALL, TEMUKA, xyxy=(180,309,305,331)
rifles-sign: J. T. M. HAYHURST, Captain Commanding. xyxy=(191,228,314,250)
arrival-1: June 18—Grafton, s.s., 295 tons, Nordstrom, from Dunedin. xyxy=(10,78,159,100)
programme-item: Highland Fling ... Mr J. M. Naughton xyxy=(171,639,314,659)
article-continuation: in some districts they are being weeded out, while in other districts they are allowed to increase and multiply. It is no good to do in that way. Some uniform and systematic mode of exterminating the rabbits must be found, or else we shall ultimately have to clear out and let them have the whole country themselves. xyxy=(483,30,631,145)
synopsis-item: Tea and Entertainment—In the Good Templars' Hall, Geraldine, on Thursday afternoon and evening. xyxy=(800,461,943,504)
railways-title: NEW ZEALAND RAILWAYS. xyxy=(201,1792,284,1814)
column-divider xyxy=(319,30,320,1539)
shipping-title: SHIPPING. xyxy=(48,38,122,49)
news-item: TEA AND ENTERTAINMENT AT GERALDINE.—The Geraldine Band of Hope have decided to give a tea and entertainment in the Good Templars' Hall on Thursday afternoon and evening. Adults will be charged 6d, and the children will be free, and at this there ought to be a large gathering. xyxy=(643,479,788,586)
programme-item: Glee—"Oberon in Fairy Land" ... Glee Club xyxy=(171,722,314,744)
programme-item: Waltz on old English Airs ... Band xyxy=(171,417,314,438)
ad-code: ju18 xyxy=(10,313,30,324)
ball-sign: G. J. MASON, Hon. Sec. xyxy=(211,1241,314,1252)
wanted-body: That I am Selling very best Leather-Mounted HORSE COVERS at 20s each; also, a lower class at 16s 6d. xyxy=(10,918,159,961)
ad-code: ju16 xyxy=(326,66,346,77)
concert-presentation: Presentation to the Citizens of Temuka of a Portrait of Her Majesty the Queen, painted by Dr Campbell. xyxy=(171,966,314,1009)
news-item: At the morning service at the Primitive Methodist Church, the Rev. J. W. Dean spoke for a short time on the subject of Her Majesty's reign, pointing out the general prosperity of it, and the loyalty of Her Majesty's subjects. A special prayer was also offered up. xyxy=(955,83,1100,178)
ad-code: ju16 xyxy=(10,1426,30,1437)
railways-subtitle: GERALDINE RACES, AT ORARI, 22nd JUNE. xyxy=(176,1816,309,1836)
pig-sale-date: ON THURSDAY, JUNE 23rd. xyxy=(23,280,146,291)
greeting-title: GREETING. xyxy=(841,817,902,828)
poem-line: Our Mother, Friend, and Queen, xyxy=(803,938,940,949)
hilton-body: A PUBLIC MEETING will be held at the HILTON SCHOOL, on FRIDAY EVENING, June 24th, at 7.30 o'clock, to consider Questions of importance to the District. xyxy=(171,1558,314,1622)
fireworks-ad xyxy=(171,1271,314,1361)
interval-title: INTERVAL. xyxy=(213,674,272,685)
concert-ad xyxy=(171,268,314,1102)
ball-ad xyxy=(171,1105,314,1269)
news-item: "ROUGH ON PILES."—Why suffer Piles? Immediate relief and complete cure guaranteed. Ask for "Rough on Piles." Sure cure for itching, protruding, bleeding, or any form of Piles. Kempthorne, Prosser and Co., Agents, Christchurch. xyxy=(800,220,943,305)
synopsis-item: K. F. Gray—Notice re monthly sale of stock at Temuka on July 1st. xyxy=(800,386,943,417)
column-divider xyxy=(636,30,637,1539)
programme-item: Opening Address ... Mr K. F. Gray xyxy=(171,395,314,416)
tolet-ad xyxy=(10,456,159,683)
jubilee-title: THE JUBILEE. xyxy=(803,969,940,990)
